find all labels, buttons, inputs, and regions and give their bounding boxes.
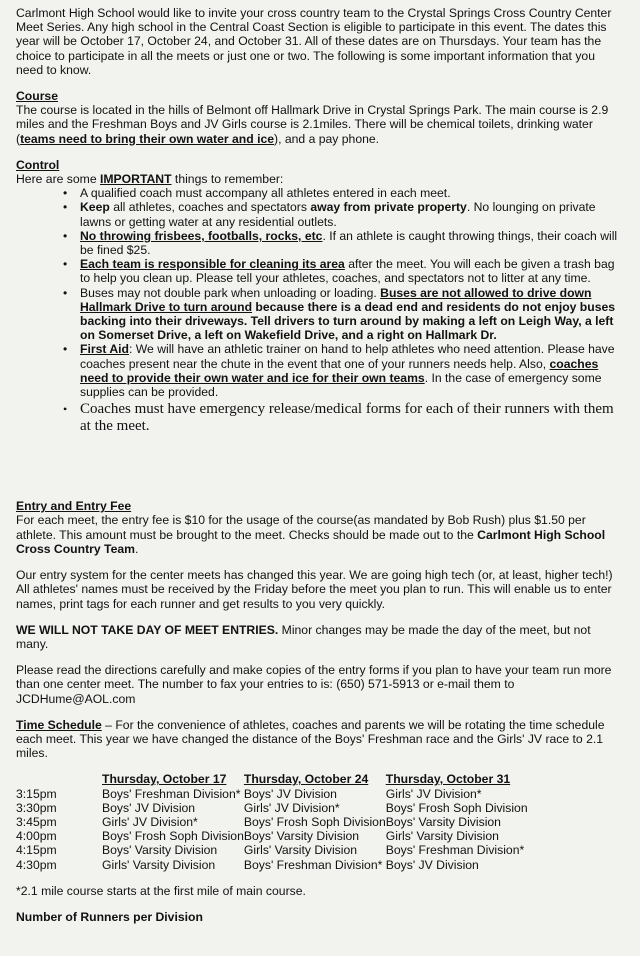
control-rules-list	[16, 186, 622, 435]
date-header-oct31: Thursday, October 31	[385, 772, 511, 787]
schedule-section	[16, 718, 622, 898]
document-page	[16, 6, 622, 924]
rule-coach: • A qualified coach must accompany all athletes entered in each meet.	[80, 186, 622, 200]
entry-heading: Entry and Entry Fee	[16, 499, 132, 514]
runners-per-division-heading: Number of Runners per Division	[16, 909, 203, 924]
water-ice-emphasis: teams need to bring their own water and ice	[20, 131, 275, 146]
rule-buses: • Buses may not double park when unloading or loading. Buses are not allowed to drive down Hallmark Drive to turn around because there is a dead end and residents do not enjoy buses backing into their driveways. Tell drivers to turn around by making a left on Leigh Way, a left on Somerset Drive, a left on Wakefield Drive, and a right on Hallmark Dr.	[80, 286, 622, 343]
rule-medical-forms: • Coaches must have emergency release/medical forms for each of their runners with them at the meet.	[80, 401, 622, 435]
entry-system-text: Our entry system for the center meets has changed this year. We are going high tech (or, at least, higher tech!) All athletes' names must be received by the Friday before the meet you plan to run. This will enable us to enter names, print tags for each runner and get results to you very quickly.	[16, 568, 613, 611]
schedule-row: 3:45pm Girls' JV Division* Boys' Frosh Soph Division Boys' Varsity Division	[16, 814, 501, 829]
schedule-row: 3:30pm Boys' JV Division Girls' JV Division* Boys' Frosh Soph Division	[16, 800, 528, 815]
entry-fee-text: For each meet, the entry fee is $10 for the usage of the course(as mandated by Bob Rush) plus $1.50 per athlete. This amount must be brought to the meet. Checks should be made out to the Carlmont High School Cross Country Team.	[16, 513, 606, 556]
schedule-row: 4:00pm Boys' Frosh Soph Division Boys' Varsity Division Girls' Varsity Division	[16, 829, 499, 844]
course-section	[16, 89, 622, 146]
schedule-table	[16, 772, 528, 871]
control-section	[16, 158, 622, 435]
control-heading: Control	[16, 157, 60, 172]
course-text: The course is located in the hills of Belmont off Hallmark Drive in Crystal Springs Park. The main course is 2.9 miles and the Freshman Boys and JV Girls course is 2.1miles. There will be chemical toilets, drinking water (teams need to bring their own water and ice), and a pay phone.	[16, 103, 609, 146]
rule-no-throwing: • No throwing frisbees, footballs, rocks, etc. If an athlete is caught throwing things, their coach will be fined $25.	[80, 229, 622, 257]
control-intro: Here are some IMPORTANT things to remember:	[16, 172, 284, 187]
schedule-row: 3:15pm Boys' Freshman Division* Boys' JV Division Girls' JV Division*	[16, 786, 482, 801]
rule-private-property: • Keep all athletes, coaches and spectators away from private property. No lounging on private lawns or getting water at any residential outlets.	[80, 200, 622, 228]
schedule-heading: Time Schedule	[16, 717, 102, 732]
schedule-row: 4:30pm Girls' Varsity Division Boys' Freshman Division* Boys' JV Division	[16, 857, 479, 872]
intro-paragraph: Carlmont High School would like to invite your cross country team to the Crystal Springs Cross Country Center Meet Series. Any high school in the Central Coast Section is eligible to participate in this event. The dates this year will be October 17, October 24, and October 31. All of these dates are on Thursdays. Your team has the choice to participate in all the meets or just one or two. The following is some important information that you need to know.	[16, 6, 612, 77]
course-heading: Course	[16, 89, 58, 104]
rule-cleanup: • Each team is responsible for cleaning its area after the meet. You will each be given a trash bag to help you clean up. Please tell your athletes, coaches, and spectators not to litter at any time.	[80, 257, 622, 285]
schedule-header-row	[16, 772, 528, 786]
no-day-of-entries-text: WE WILL NOT TAKE DAY OF MEET ENTRIES. Minor changes may be made the day of the meet, but not many.	[16, 622, 591, 651]
schedule-row: 4:15pm Boys' Varsity Division Girls' Varsity Division Boys' Freshman Division*	[16, 843, 525, 858]
date-header-oct24: Thursday, October 24	[243, 772, 369, 787]
schedule-intro: Time Schedule – For the convenience of athletes, coaches and parents we will be rotating the time schedule each meet. This year we have changed the distance of the Boys' Freshman race and the Girls' JV race to 2.1 miles.	[16, 717, 605, 761]
rule-first-aid: • First Aid: We will have an athletic trainer on hand to help athletes who need attention. Please have coaches present near the chute in the event that one of your runners needs help. Also, coaches need to provide their own water and ice for their own teams. In the case of emergency some supplies can be provided.	[80, 342, 622, 399]
date-header-oct17: Thursday, October 17	[102, 772, 227, 787]
schedule-footnote: *2.1 mile course starts at the first mile of main course.	[16, 883, 306, 898]
entry-directions-text: Please read the directions carefully and make copies of the entry forms if you plan to have your team run more than one center meet. The number to fax your entries to is: (650) 571-5913 or e-mail them to JCDHume@AOL.com	[16, 663, 612, 706]
entry-section	[16, 499, 622, 705]
